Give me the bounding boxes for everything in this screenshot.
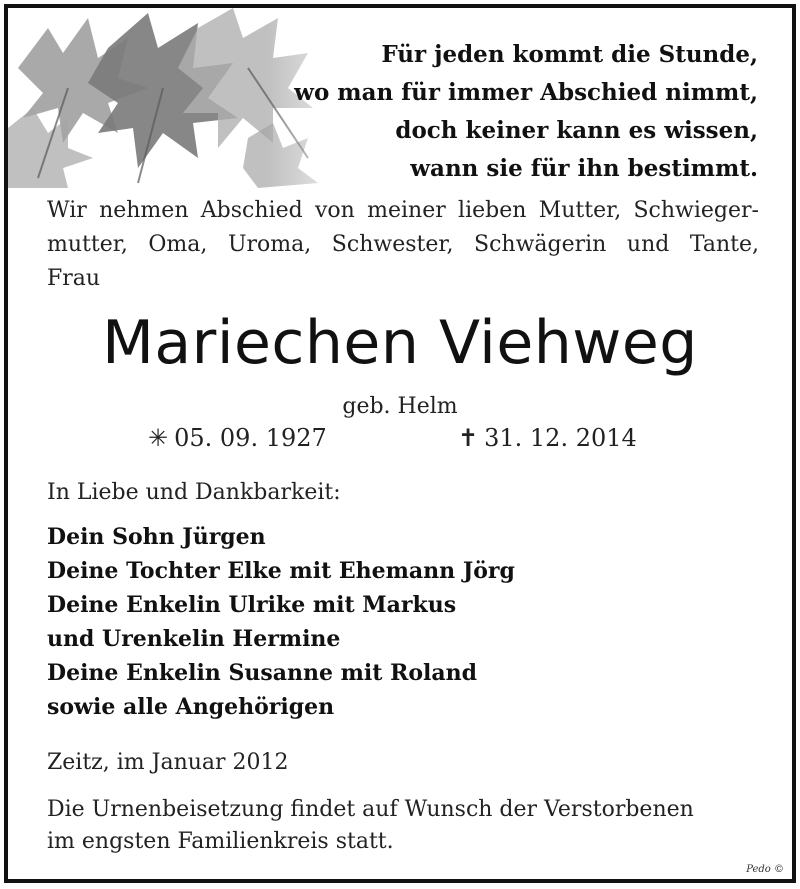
mourner: Deine Tochter Elke mit Ehemann Jörg <box>47 558 515 584</box>
mourner: Dein Sohn Jürgen <box>47 524 266 550</box>
notice-line: Die Urnenbeisetzung findet auf Wunsch der Verstorbenen <box>47 797 694 822</box>
poem-line: doch keiner kann es wissen, <box>395 117 758 144</box>
thanks-line: In Liebe und Dankbarkeit: <box>47 480 341 505</box>
poem-line: wo man für immer Abschied nimmt, <box>294 79 758 106</box>
birth-date <box>148 424 327 452</box>
intro-line: Wir nehmen Abschied von meiner lieben Mutter, Schwieger- <box>47 198 759 223</box>
cross-icon: ✝ <box>458 424 479 452</box>
death-date <box>458 424 637 452</box>
intro-text <box>47 194 759 296</box>
deceased-name: Mariechen Viehweg <box>102 308 698 378</box>
mourners-list <box>47 520 515 724</box>
birth-date-value: 05. 09. 1927 <box>174 424 327 452</box>
intro-line: Frau <box>47 266 101 291</box>
poem-line: Für jeden kommt die Stunde, <box>381 41 758 68</box>
star-icon: ✳ <box>148 424 169 452</box>
mourner: und Urenkelin Hermine <box>47 626 341 652</box>
poem <box>294 36 758 188</box>
credit: Pedo © <box>746 864 784 875</box>
mourner: Deine Enkelin Susanne mit Roland <box>47 660 478 686</box>
obituary-card <box>4 4 796 883</box>
notice-line: im engsten Familienkreis statt. <box>47 829 394 854</box>
place-date: Zeitz, im Januar 2012 <box>47 750 289 775</box>
death-date-value: 31. 12. 2014 <box>484 424 637 452</box>
maiden-name: geb. Helm <box>342 394 458 419</box>
mourner: sowie alle Angehörigen <box>47 694 335 720</box>
poem-line: wann sie für ihn bestimmt. <box>410 155 758 182</box>
burial-notice <box>47 794 759 858</box>
intro-line: mutter, Oma, Uroma, Schwester, Schwägerin und Tante, <box>47 232 759 257</box>
mourner: Deine Enkelin Ulrike mit Markus <box>47 592 457 618</box>
